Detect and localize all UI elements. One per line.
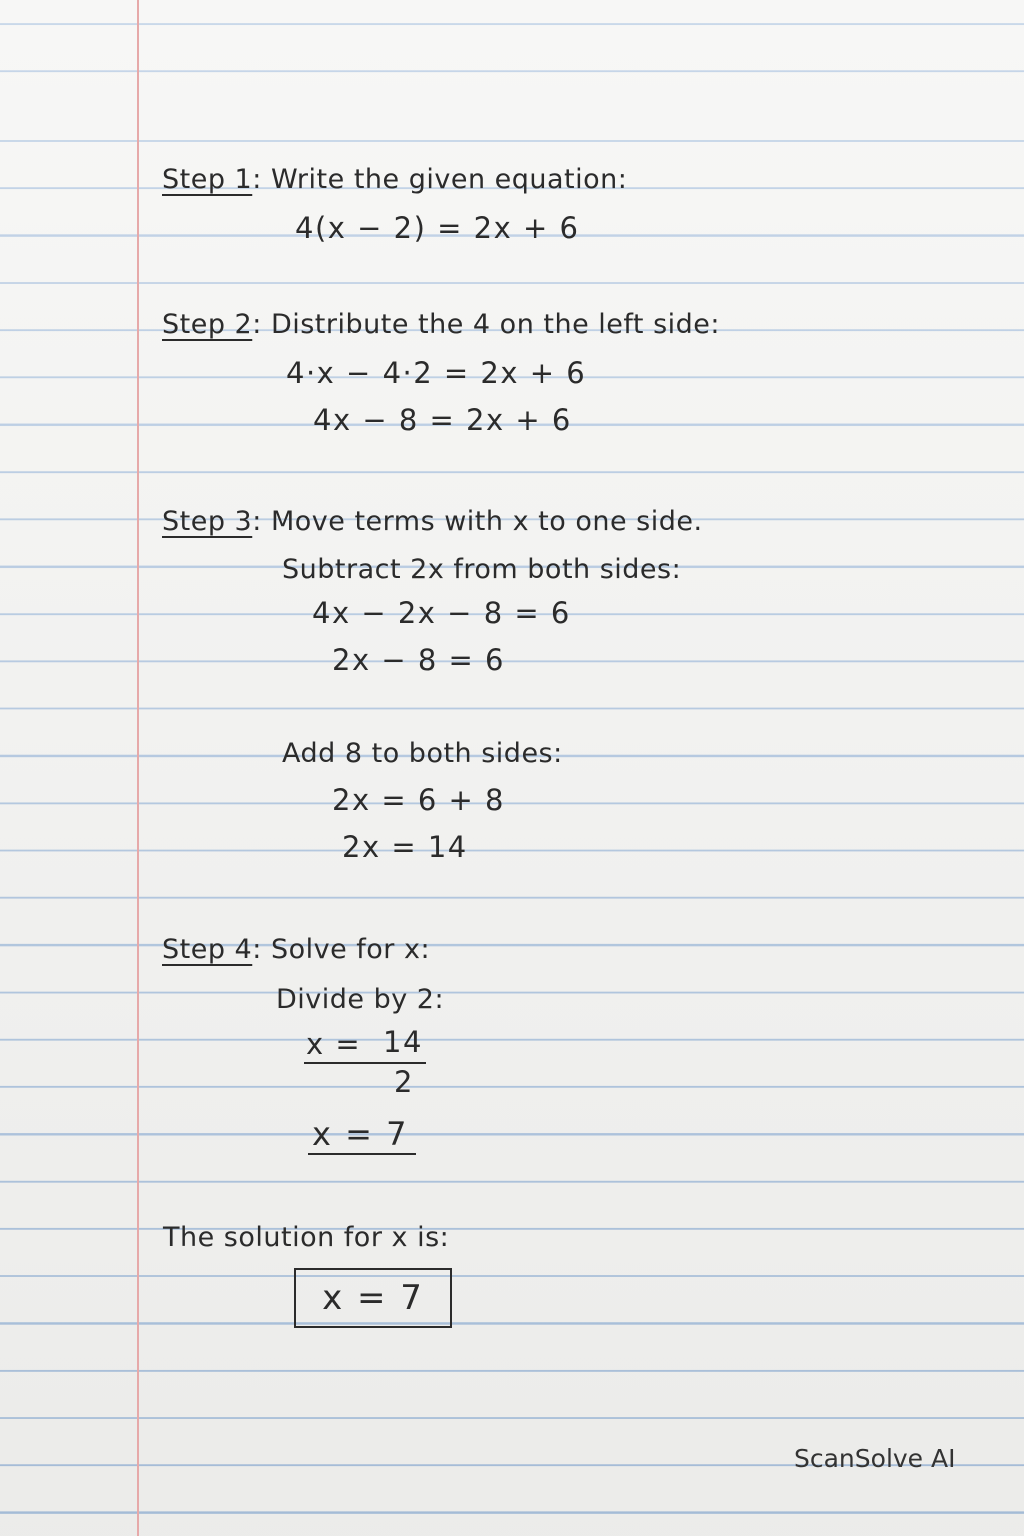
step-3-subtract-instruction: Subtract 2x from both sides: xyxy=(282,554,682,585)
fraction-denominator: 2 xyxy=(394,1065,414,1099)
step-4-heading xyxy=(162,936,430,963)
step-2-equation-1: 4·x − 4·2 = 2x + 6 xyxy=(286,356,587,390)
step-4-label: Step 4 xyxy=(162,934,253,965)
step-3-equation-1: 4x − 2x − 8 = 6 xyxy=(312,596,571,630)
step-3-text: Move terms with x to one side. xyxy=(270,506,703,537)
step-4-result: x = 7 xyxy=(312,1115,409,1153)
watermark: ScanSolve AI xyxy=(794,1444,956,1473)
answer-box xyxy=(294,1268,452,1328)
step-3-label: Step 3 xyxy=(162,506,253,537)
fraction-bar xyxy=(304,1062,426,1064)
step-2-text: Distribute the 4 on the left side: xyxy=(270,309,721,340)
final-answer: x = 7 xyxy=(322,1278,424,1318)
step-3-colon: : xyxy=(252,506,262,537)
margin-line xyxy=(137,0,139,1536)
step-2-equation-2: 4x − 8 = 2x + 6 xyxy=(313,403,572,437)
step-3-add-instruction: Add 8 to both sides: xyxy=(282,738,563,769)
step-1-heading xyxy=(162,166,627,193)
step-3-equation-2: 2x − 8 = 6 xyxy=(332,643,505,677)
step-4-colon: : xyxy=(252,934,262,965)
step-1-colon: : xyxy=(252,164,262,195)
conclusion-text: The solution for x is: xyxy=(163,1222,450,1253)
step-4-divide-instruction: Divide by 2: xyxy=(276,984,445,1015)
step-2-colon: : xyxy=(252,309,262,340)
step-4-text: Solve for x: xyxy=(270,934,431,965)
fraction-lhs: x = xyxy=(306,1027,362,1061)
fraction-numerator: 14 xyxy=(383,1025,423,1059)
step-1-text: Write the given equation: xyxy=(270,164,628,195)
step-1-equation: 4(x − 2) = 2x + 6 xyxy=(295,211,580,245)
step-3-equation-4: 2x = 14 xyxy=(342,830,468,864)
result-underline xyxy=(308,1153,416,1155)
step-3-heading xyxy=(162,508,703,535)
step-1-label: Step 1 xyxy=(162,164,253,195)
step-2-label: Step 2 xyxy=(162,309,253,340)
step-3-equation-3: 2x = 6 + 8 xyxy=(332,783,505,817)
step-2-heading xyxy=(162,311,720,338)
